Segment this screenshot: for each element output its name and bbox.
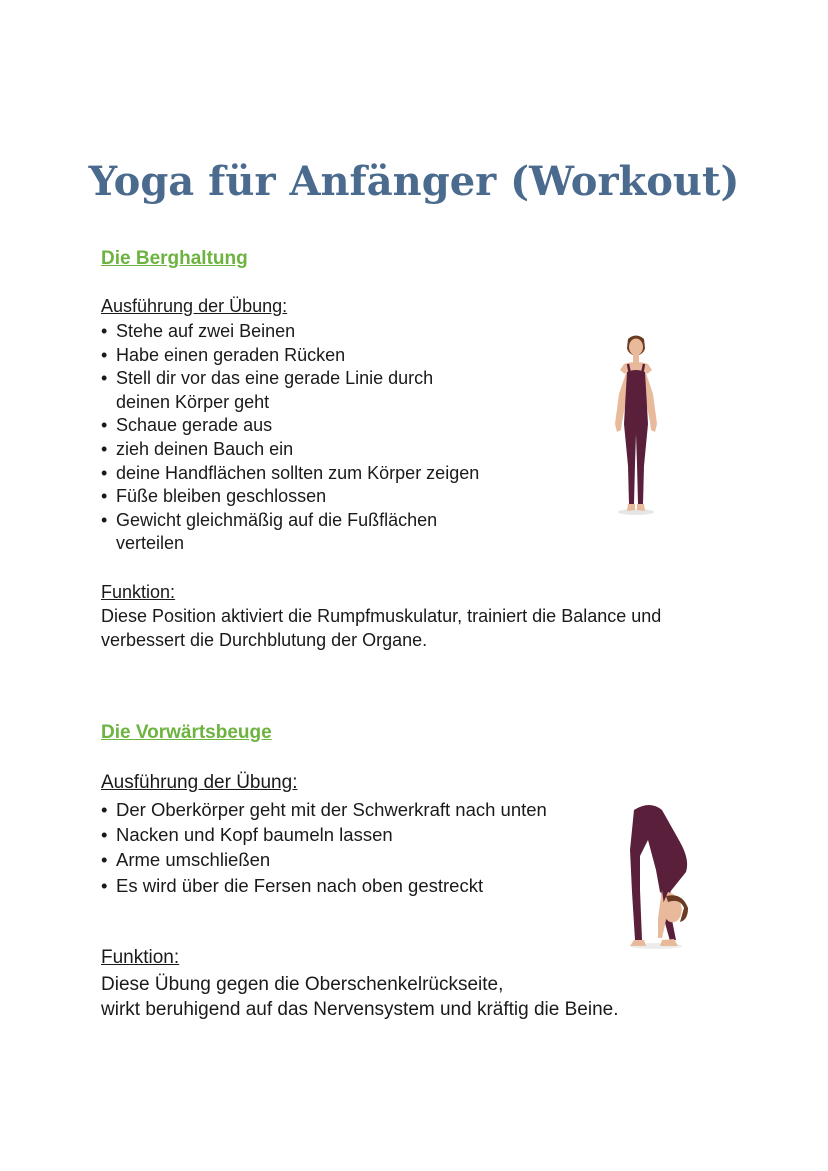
steps-label: Ausführung der Übung:: [101, 296, 288, 316]
standing-pose-illustration: [600, 334, 672, 516]
function-line: Diese Übung gegen die Oberschenkelrückseite,: [101, 974, 504, 995]
list-item: • Schaue gerade aus: [101, 414, 481, 438]
list-item: • Habe einen geraden Rücken: [101, 344, 481, 368]
section-heading: Die Vorwärtsbeuge: [101, 722, 272, 743]
list-item: • Stehe auf zwei Beinen: [101, 320, 481, 344]
function-line: verbessert die Durchblutung der Organe.: [101, 630, 428, 650]
page-title: Yoga für Anfänger (Workout): [88, 158, 740, 205]
list-item: • Füße bleiben geschlossen: [101, 485, 481, 509]
function-text: [101, 972, 721, 1022]
forward-fold-illustration: [600, 800, 710, 950]
steps-list: [101, 320, 481, 556]
function-text: [101, 604, 741, 652]
list-item: • Gewicht gleichmäßig auf die Fußflächen verteilen: [101, 509, 466, 556]
section-heading: Die Berghaltung: [101, 248, 248, 269]
list-item: • zieh deinen Bauch ein: [101, 438, 481, 462]
list-item: • Nacken und Kopf baumeln lassen: [101, 822, 556, 847]
function-label: Funktion:: [101, 947, 180, 968]
function-line: wirkt beruhigend auf das Nervensystem und kräftig die Beine.: [101, 999, 619, 1020]
list-item: • Stell dir vor das eine gerade Linie durch deinen Körper geht: [101, 367, 481, 414]
steps-list: [101, 797, 556, 898]
list-item: • Arme umschließen: [101, 847, 556, 872]
steps-label: Ausführung der Übung:: [101, 772, 298, 793]
list-item: • Der Oberkörper geht mit der Schwerkraft nach unten: [101, 797, 556, 822]
function-line: Diese Position aktiviert die Rumpfmuskulatur, trainiert die Balance und: [101, 606, 662, 626]
list-item: • deine Handflächen sollten zum Körper zeigen: [101, 462, 481, 486]
function-label: Funktion:: [101, 582, 176, 602]
list-item: • Es wird über die Fersen nach oben gestreckt: [101, 873, 556, 898]
